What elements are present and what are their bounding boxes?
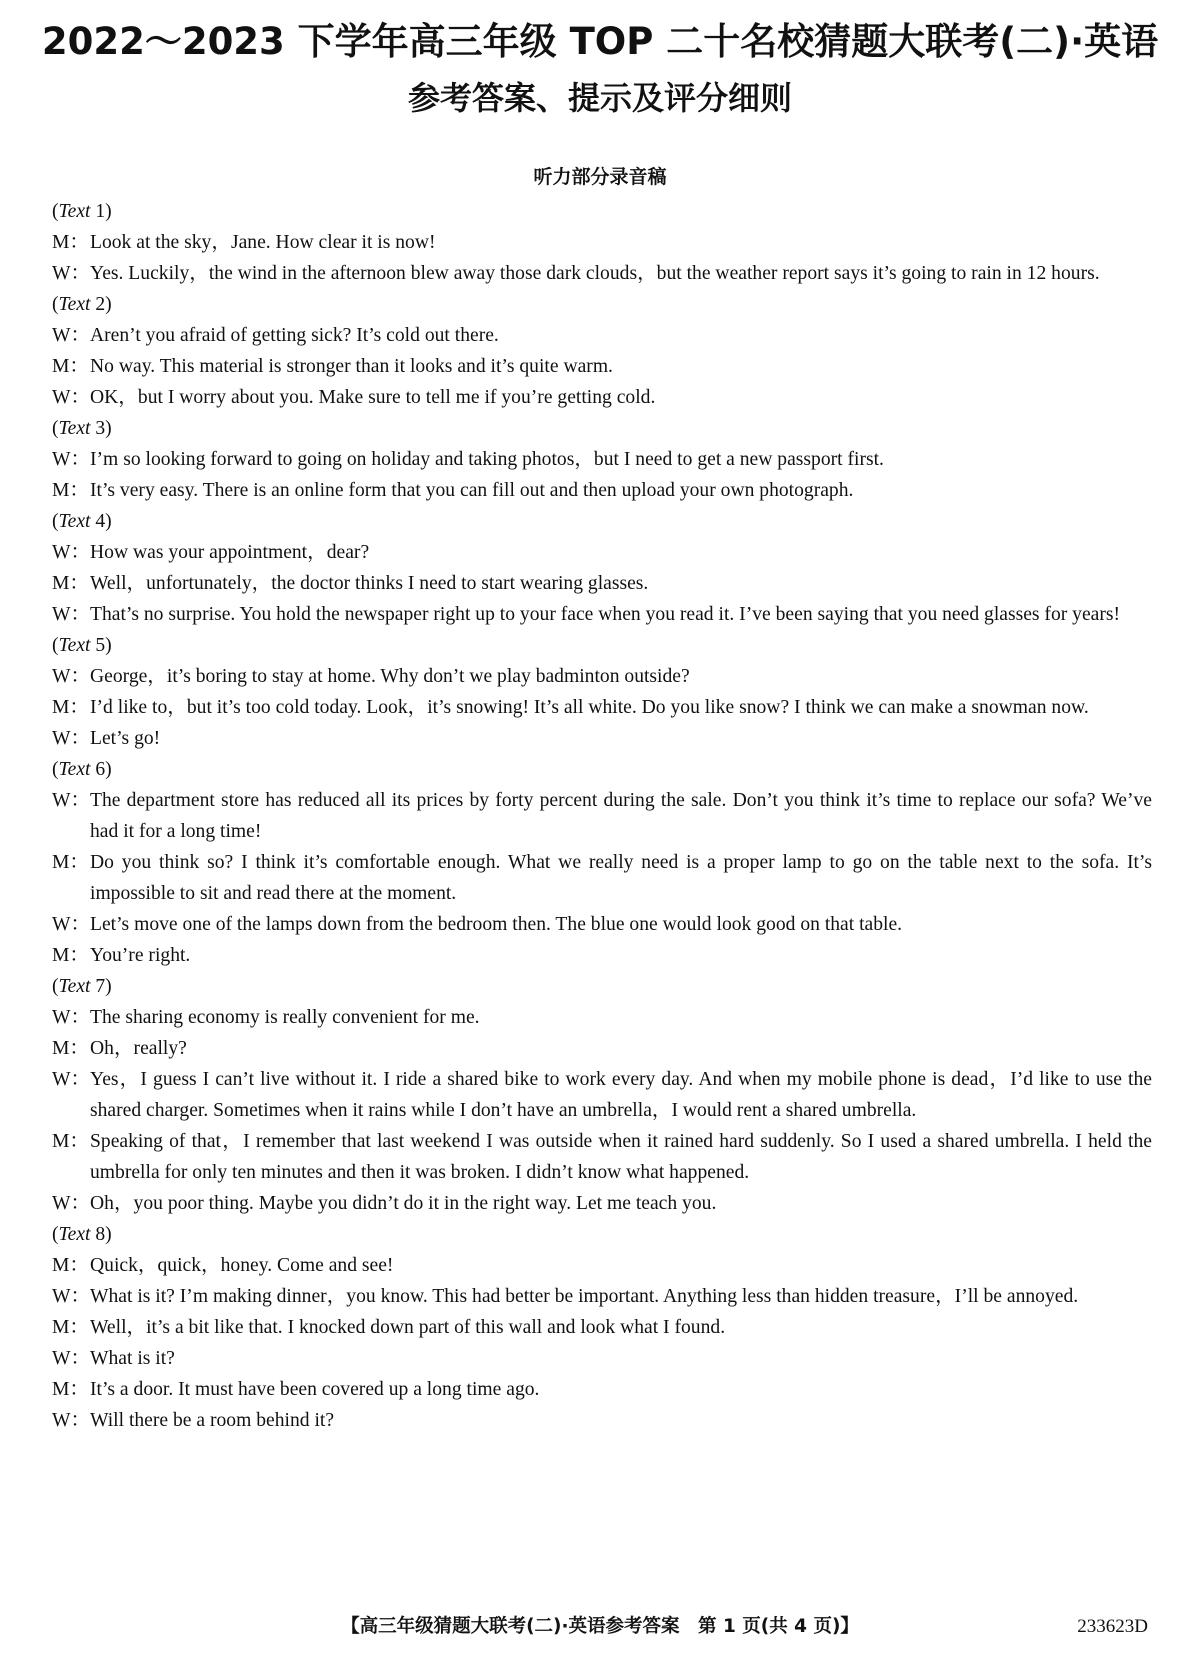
- text-label: (Text 3): [52, 418, 112, 439]
- utterance-text: Oh，you poor thing. Maybe you didn’t do it in the right way. Let me teach you.: [90, 1193, 717, 1214]
- speaker-label: M：: [52, 573, 90, 594]
- utterance-text: It’s very easy. There is an online form that you can fill out and then upload your own photograph.: [90, 480, 854, 501]
- utterance-text: It’s a door. It must have been covered up a long time ago.: [90, 1379, 540, 1400]
- text-label-number: 2: [95, 294, 106, 315]
- speaker-label: W：: [52, 790, 91, 811]
- text-label-number: 1: [95, 201, 106, 222]
- dialogue-line: [52, 909, 1152, 940]
- dialogue-line: [52, 692, 1152, 723]
- utterance-text: Let’s go!: [90, 728, 161, 749]
- utterance-text: Look at the sky，Jane. How clear it is now!: [90, 232, 436, 253]
- text-label-word: Text: [58, 1224, 91, 1245]
- dialogue-line: [52, 227, 1152, 258]
- utterance-text: You’re right.: [90, 945, 191, 966]
- speaker-label: M：: [52, 945, 90, 966]
- speaker-label: W：: [52, 1410, 91, 1431]
- utterance-text: How was your appointment，dear?: [90, 542, 370, 563]
- dialogue-line: [52, 1343, 1152, 1374]
- dialogue-line: [52, 599, 1152, 630]
- speaker-label: W：: [52, 1069, 91, 1090]
- speaker-label: M：: [52, 1317, 90, 1338]
- utterance-text: The department store has reduced all its prices by forty percent during the sale. Don’t you think it’s time to replace our sofa? We’ve had it for a long time!: [90, 790, 1152, 842]
- dialogue-line: [52, 1188, 1152, 1219]
- utterance-text: Aren’t you afraid of getting sick? It’s cold out there.: [90, 325, 499, 346]
- speaker-label: W：: [52, 1193, 91, 1214]
- text-label: (Text 2): [52, 294, 112, 315]
- speaker-label: W：: [52, 263, 91, 284]
- text-label-number: 5: [95, 635, 106, 656]
- utterance-text: George，it’s boring to stay at home. Why don’t we play badminton outside?: [90, 666, 690, 687]
- speaker-label: M：: [52, 232, 90, 253]
- speaker-label: W：: [52, 914, 91, 935]
- speaker-label: M：: [52, 356, 90, 377]
- speaker-label: W：: [52, 1348, 91, 1369]
- utterance-text: What is it?: [90, 1348, 175, 1369]
- dialogue-line: [52, 785, 1152, 847]
- dialogue-line: [52, 661, 1152, 692]
- dialogue-line: [52, 723, 1152, 754]
- dialogue-line: [52, 537, 1152, 568]
- section-heading: 听力部分录音稿: [533, 166, 667, 188]
- footer-page-info: 【高三年级猜题大联考(二)·英语参考答案 第 1 页(共 4 页)】: [341, 1616, 859, 1637]
- footer-document-code: 233623D: [1077, 1616, 1148, 1637]
- text-label-number: 8: [95, 1224, 106, 1245]
- text-label: (Text 7): [52, 976, 112, 997]
- utterance-text: That’s no surprise. You hold the newspaper right up to your face when you read it. I’ve been saying that you need glasses for years!: [90, 604, 1121, 625]
- dialogue-line: [52, 351, 1152, 382]
- dialogue-line: [52, 1126, 1152, 1188]
- speaker-label: W：: [52, 387, 91, 408]
- dialogue-line: [52, 258, 1152, 289]
- speaker-label: W：: [52, 666, 91, 687]
- page-footer: [0, 1612, 1200, 1642]
- text-label-number: 4: [95, 511, 106, 532]
- text-label-word: Text: [58, 759, 91, 780]
- text-label: (Text 4): [52, 511, 112, 532]
- text-label: (Text 5): [52, 635, 112, 656]
- dialogue-line: [52, 1312, 1152, 1343]
- dialogue-line: [52, 847, 1152, 909]
- speaker-label: W：: [52, 1286, 91, 1307]
- utterance-text: The sharing economy is really convenient for me.: [90, 1007, 480, 1028]
- text-label-word: Text: [58, 201, 91, 222]
- utterance-text: Yes，I guess I can’t live without it. I ride a shared bike to work every day. And when my mobile phone is dead，I’d like to use the shared charger. Sometimes when it rains while I don’t have an umbrella，I would rent a shared umbrella.: [90, 1069, 1152, 1121]
- text-label: (Text 1): [52, 201, 112, 222]
- dialogue-line: [52, 940, 1152, 971]
- speaker-label: M：: [52, 1255, 90, 1276]
- speaker-label: W：: [52, 449, 91, 470]
- dialogue-line: [52, 1033, 1152, 1064]
- speaker-label: W：: [52, 542, 91, 563]
- dialogue-line: [52, 1374, 1152, 1405]
- utterance-text: Oh，really?: [90, 1038, 187, 1059]
- dialogue-line: [52, 320, 1152, 351]
- text-label-word: Text: [58, 635, 91, 656]
- speaker-label: M：: [52, 852, 90, 873]
- text-label: (Text 8): [52, 1224, 112, 1245]
- page-title: 2022～2023 下学年高三年级 TOP 二十名校猜题大联考(二)·英语: [41, 20, 1159, 63]
- text-label-word: Text: [58, 976, 91, 997]
- dialogue-line: [52, 1250, 1152, 1281]
- text-label-number: 6: [95, 759, 106, 780]
- dialogue-line: [52, 1405, 1152, 1436]
- utterance-text: Well，it’s a bit like that. I knocked down part of this wall and look what I found.: [90, 1317, 726, 1338]
- speaker-label: W：: [52, 604, 91, 625]
- utterance-text: Quick，quick，honey. Come and see!: [90, 1255, 394, 1276]
- text-label-word: Text: [58, 511, 91, 532]
- dialogue-line: [52, 1064, 1152, 1126]
- utterance-text: I’m so looking forward to going on holiday and taking photos，but I need to get a new passport first.: [90, 449, 884, 470]
- text-label-number: 7: [95, 976, 106, 997]
- utterance-text: Let’s move one of the lamps down from the bedroom then. The blue one would look good on that table.: [90, 914, 903, 935]
- text-label-number: 3: [95, 418, 106, 439]
- text-label: (Text 6): [52, 759, 112, 780]
- utterance-text: Speaking of that，I remember that last weekend I was outside when it rained hard suddenly. So I used a shared umbrella. I held the umbrella for only ten minutes and then it was broken. I didn’t know what happened.: [90, 1131, 1152, 1183]
- listening-transcript: [52, 196, 1152, 1436]
- utterance-text: No way. This material is stronger than it looks and it’s quite warm.: [90, 356, 613, 377]
- dialogue-line: [52, 1002, 1152, 1033]
- utterance-text: Will there be a room behind it?: [90, 1410, 335, 1431]
- dialogue-line: [52, 475, 1152, 506]
- dialogue-line: [52, 382, 1152, 413]
- utterance-text: I’d like to，but it’s too cold today. Look，it’s snowing! It’s all white. Do you like snow? I think we can make a snowman now.: [90, 697, 1089, 718]
- text-label-word: Text: [58, 294, 91, 315]
- text-label-word: Text: [58, 418, 91, 439]
- dialogue-line: [52, 568, 1152, 599]
- utterance-text: Yes. Luckily，the wind in the afternoon blew away those dark clouds，but the weather report says it’s going to rain in 12 hours.: [90, 263, 1100, 284]
- dialogue-line: [52, 1281, 1152, 1312]
- speaker-label: M：: [52, 697, 90, 718]
- speaker-label: M：: [52, 1038, 90, 1059]
- speaker-label: W：: [52, 325, 91, 346]
- page-subtitle: 参考答案、提示及评分细则: [407, 79, 792, 117]
- speaker-label: W：: [52, 1007, 91, 1028]
- utterance-text: What is it? I’m making dinner，you know. This had better be important. Anything less than hidden treasure，I’ll be annoyed.: [90, 1286, 1079, 1307]
- utterance-text: Do you think so? I think it’s comfortable enough. What we really need is a proper lamp to go on the table next to the sofa. It’s impossible to sit and read there at the moment.: [90, 852, 1152, 904]
- speaker-label: M：: [52, 480, 90, 501]
- speaker-label: M：: [52, 1131, 90, 1152]
- speaker-label: M：: [52, 1379, 90, 1400]
- speaker-label: W：: [52, 728, 91, 749]
- utterance-text: Well，unfortunately，the doctor thinks I need to start wearing glasses.: [90, 573, 649, 594]
- dialogue-line: [52, 444, 1152, 475]
- utterance-text: OK，but I worry about you. Make sure to tell me if you’re getting cold.: [90, 387, 656, 408]
